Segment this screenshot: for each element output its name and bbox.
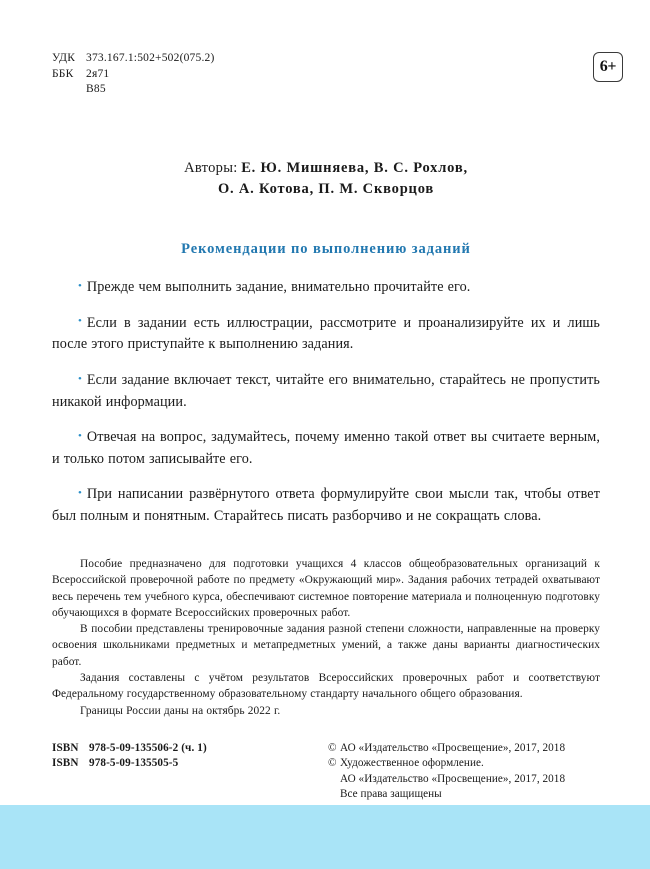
isbn-line — [52, 756, 207, 771]
age-rating-badge — [593, 52, 623, 82]
list-item — [52, 427, 600, 470]
annotation-paragraph: В пособии представлены тренировочные задания разной степени сложности, направленные на проверку освоения школьниками предметных и метапредметных умений, а также даны варианты диагностических работ. — [52, 623, 600, 668]
copyright-text: АО «Издательство «Просвещение», 2017, 2018 — [340, 742, 566, 754]
copyright-text: Художественное оформление. — [340, 757, 484, 770]
annotation-paragraph: Задания составлены с учётом результатов Всероссийских проверочных работ и соответствуют Федеральному государственному образовательному стандарту начального общего образования. — [52, 672, 600, 701]
book-code-value: В85 — [86, 83, 106, 95]
copyright-icon: © — [328, 742, 337, 754]
bullet-icon: • — [78, 279, 82, 292]
list-item-text: Прежде чем выполнить задание, внимательно прочитайте его. — [86, 279, 471, 296]
copyright-column — [328, 741, 600, 803]
list-item-text: Если задание включает текст, читайте его внимательно, старайтесь не пропустить никакой информации. — [52, 372, 600, 410]
udk-value: 373.167.1:502+502(075.2) — [86, 52, 215, 64]
authors-lead-label: Авторы: — [184, 160, 238, 176]
copyright-text: АО «Издательство «Просвещение», 2017, 2018 — [340, 772, 566, 785]
age-rating-label: 6+ — [599, 58, 617, 75]
annotation-paragraph: Границы России даны на октябрь 2022 г. — [80, 704, 281, 717]
list-item-text: При написании развёрнутого ответа формулируйте свои мысли так, чтобы ответ был полным и понятным. Старайтесь писать разборчиво и не сокращать слова. — [52, 486, 600, 524]
isbn-column — [52, 741, 207, 772]
isbn-line — [52, 741, 207, 756]
isbn-value: 978-5-09-135506-2 (ч. 1) — [89, 742, 207, 754]
isbn-value: 978-5-09-135505-5 — [89, 757, 179, 770]
bbk-row — [52, 67, 215, 83]
copyright-icon: © — [328, 757, 337, 770]
bullet-icon: • — [78, 486, 82, 499]
copyright-line — [328, 787, 600, 802]
book-code-row — [52, 82, 215, 98]
annotation-block — [52, 556, 600, 719]
recommendations-list — [52, 263, 600, 542]
bbk-value: 2я71 — [86, 67, 110, 80]
isbn-tag: ISBN — [52, 742, 79, 754]
udk-row — [52, 51, 215, 67]
authors-line-1 — [52, 158, 600, 179]
bottom-decorative-band — [0, 805, 650, 869]
copyright-line — [328, 756, 600, 771]
annotation-paragraph: Пособие предназначено для подготовки учащихся 4 классов общеобразовательных организаций к Всероссийской проверочной работе по предмету «Окружающий мир». Задания рабочих тетрадей охватывают весь перечень тем учебного курса, обеспечивают системное повторение материала и полноценную подготовку обучающихся в формате Всероссийских проверочных работ. — [52, 558, 600, 619]
copyright-line — [328, 741, 600, 756]
imprint-block — [52, 741, 600, 803]
classification-codes — [52, 51, 215, 98]
bullet-icon: • — [78, 315, 82, 328]
authors-names-line-2: О. А. Котова, П. М. Скворцов — [217, 181, 435, 197]
list-item-text: Если в задании есть иллюстрации, рассмотрите и проанализируйте их и лишь после этого приступайте к выполнению задания. — [52, 314, 600, 353]
isbn-tag: ISBN — [52, 757, 79, 770]
list-item — [52, 313, 600, 356]
list-item-text: Отвечая на вопрос, задумайтесь, почему именно такой ответ вы считаете верным, и только потом записывайте его. — [52, 429, 600, 467]
list-item — [52, 484, 600, 527]
bbk-label: ББК — [52, 67, 74, 80]
list-item — [52, 277, 600, 299]
list-item — [52, 370, 600, 413]
udk-label: УДК — [52, 52, 76, 64]
copyright-text: Все права защищены — [340, 788, 442, 801]
copyright-line — [328, 772, 600, 787]
authors-names-line-1: Е. Ю. Мишняева, В. С. Рохлов, — [241, 160, 468, 176]
page-title: Рекомендации по выполнению заданий — [181, 241, 471, 257]
bullet-icon: • — [78, 429, 82, 442]
authors-block — [52, 158, 600, 200]
bullet-icon: • — [78, 372, 82, 385]
